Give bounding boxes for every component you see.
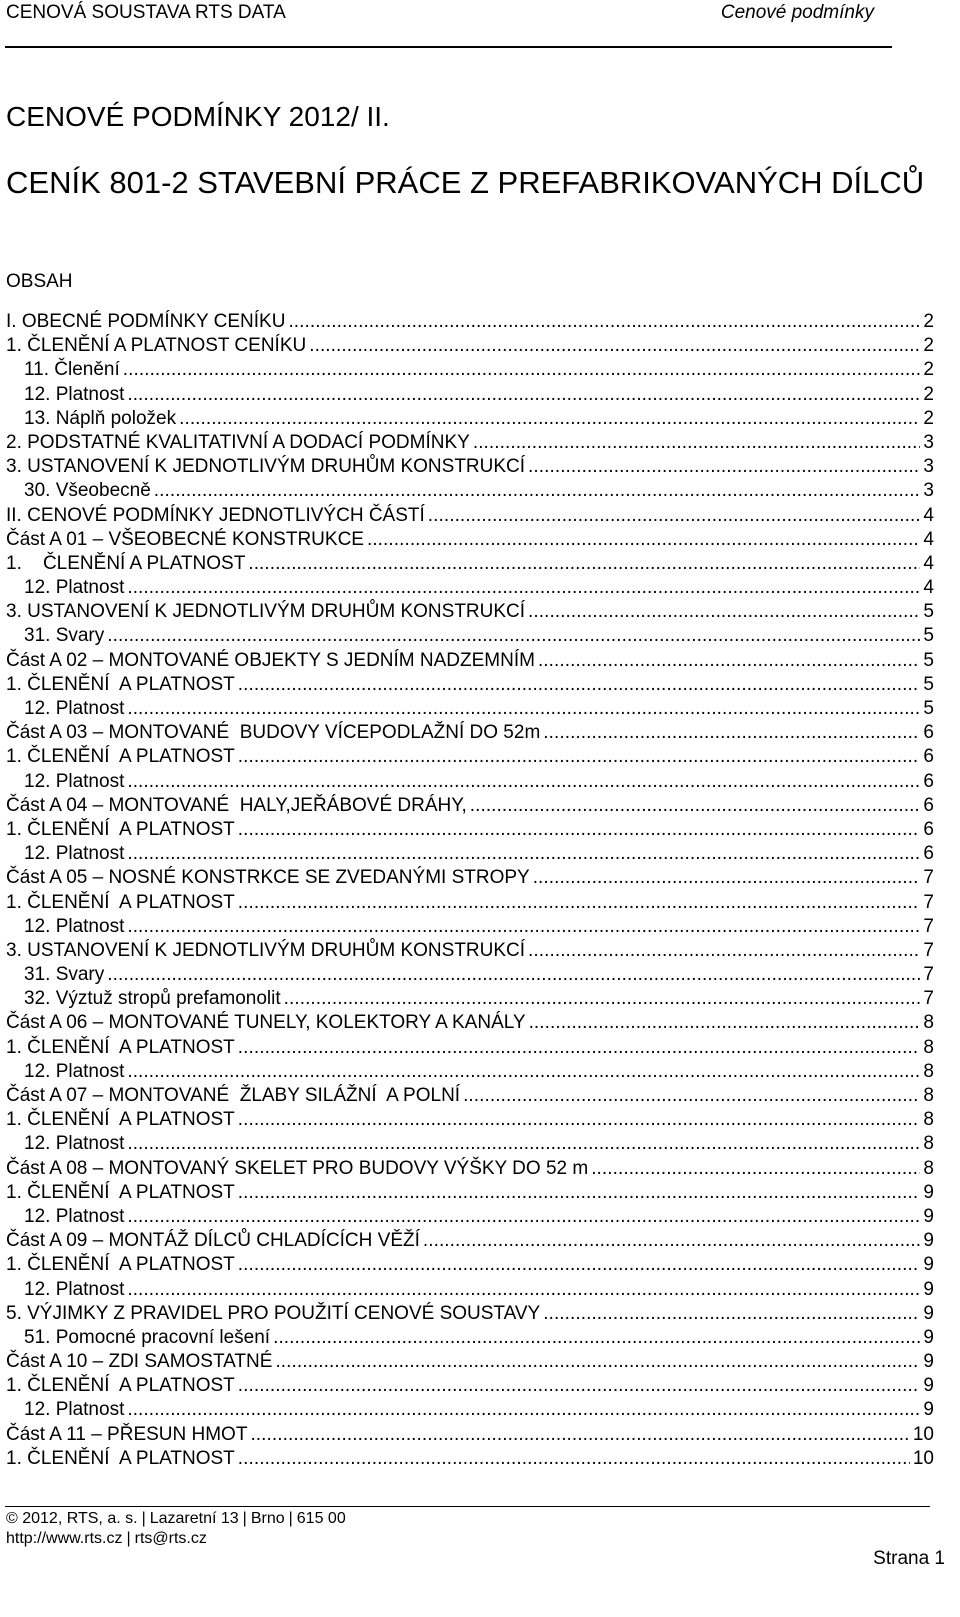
toc-entry-page: 6 [923,746,934,768]
toc-entry-page: 6 [923,818,934,840]
toc-entry-page: 9 [923,1302,934,1324]
toc-entry-label: Část A 10 – ZDI SAMOSTATNÉ [6,1351,273,1373]
toc-entry[interactable] [6,842,934,866]
toc-dot-leader [470,794,921,818]
toc-dot-leader [238,818,921,842]
toc-entry[interactable] [6,310,934,334]
toc-dot-leader [591,1157,920,1181]
toc-dot-leader [533,866,921,890]
toc-dot-leader [127,1132,920,1156]
toc-entry[interactable] [6,1302,934,1326]
toc-dot-leader [107,963,920,987]
toc-dot-leader [309,334,920,358]
footer-address: © 2012, RTS, a. s. | Lazaretní 13 | Brno | 615 00 [6,1510,346,1527]
toc-entry-label: 1. ČLENĚNÍ A PLATNOST [6,1181,235,1203]
toc-entry-page: 4 [923,504,934,526]
footer-email-link[interactable]: rts@rts.cz [134,1530,207,1547]
toc-entry[interactable] [6,334,934,358]
toc-entry[interactable] [6,1036,934,1060]
toc-entry-label: Část A 02 – MONTOVANÉ OBJEKTY S JEDNÍM NADZEMNÍM [6,649,535,671]
footer-city: Brno [250,1510,285,1527]
toc-entry-page: 6 [923,794,934,816]
footer-contact: http://www.rts.cz | rts@rts.cz [6,1530,207,1547]
toc-entry[interactable] [6,649,934,673]
toc-entry-page: 3 [923,456,934,478]
toc-entry-page: 3 [923,480,934,502]
toc-dot-leader [463,1084,920,1108]
toc-entry[interactable] [6,552,934,576]
toc-dot-leader [154,479,921,503]
toc-entry-page: 9 [923,1399,934,1421]
toc-entry-page: 8 [923,1012,934,1034]
toc-entry[interactable] [6,576,934,600]
page-number: Strana 1 [873,1548,945,1569]
toc-entry[interactable] [6,383,934,407]
toc-entry-page: 4 [923,577,934,599]
header-divider [5,46,892,48]
toc-entry-label: Část A 06 – MONTOVANÉ TUNELY, KOLEKTORY A KANÁLY [6,1012,526,1034]
toc-entry[interactable] [6,1326,934,1350]
toc-entry-page: 4 [923,528,934,550]
toc-dot-leader [238,1253,921,1277]
toc-entry-page: 10 [912,1447,934,1469]
toc-entry[interactable] [6,504,934,528]
toc-entry-label: 1. ČLENĚNÍ A PLATNOST CENÍKU [6,335,307,357]
toc-dot-leader [423,1229,921,1253]
toc-entry-page: 9 [923,1181,934,1203]
toc-entry-page: 2 [923,359,934,381]
header-left-text: CENOVÁ SOUSTAVA RTS DATA [6,2,286,23]
table-of-contents [6,310,934,1471]
toc-entry-page: 5 [923,649,934,671]
toc-entry-page: 9 [923,1205,934,1227]
toc-dot-leader [528,939,920,963]
toc-entry-label: 1. ČLENĚNÍ A PLATNOST [6,818,235,840]
footer-web-link[interactable]: http://www.rts.cz [6,1530,123,1547]
toc-entry[interactable] [6,963,934,987]
toc-entry-page: 8 [923,1109,934,1131]
toc-entry[interactable] [6,794,934,818]
toc-entry[interactable] [6,358,934,382]
toc-entry-label: 12. Platnost [24,843,125,865]
toc-entry-label: 1. ČLENĚNÍ A PLATNOST [6,891,235,913]
toc-dot-leader [238,891,921,915]
toc-entry-page: 8 [923,1036,934,1058]
toc-dot-leader [107,624,920,648]
toc-entry[interactable] [6,818,934,842]
toc-entry-page: 7 [923,867,934,889]
toc-entry[interactable] [6,1447,934,1471]
toc-entry-page: 2 [923,383,934,405]
toc-dot-leader [238,1374,921,1398]
toc-entry-label: Část A 03 – MONTOVANÉ BUDOVY VÍCEPODLAŽNÍ DO 52m [6,722,541,744]
toc-dot-leader [248,552,920,576]
toc-entry-label: 1. ČLENĚNÍ A PLATNOST [6,552,246,574]
document-subtitle: CENÍK 801-2 STAVEBNÍ PRÁCE Z PREFABRIKOVANÝCH DÍLCŮ [6,165,925,200]
toc-entry-label: 3. USTANOVENÍ K JEDNOTLIVÝM DRUHŮM KONSTRUKCÍ [6,939,526,961]
toc-entry[interactable] [6,1229,934,1253]
toc-entry-page: 9 [923,1278,934,1300]
toc-entry-page: 5 [923,601,934,623]
toc-entry[interactable] [6,455,934,479]
toc-entry[interactable] [6,939,934,963]
toc-entry-page: 2 [923,407,934,429]
toc-entry-page: 4 [923,552,934,574]
toc-entry-label: 12. Platnost [24,770,125,792]
toc-dot-leader [250,1423,909,1447]
toc-entry[interactable] [6,721,934,745]
toc-dot-leader [284,987,921,1011]
toc-entry-label: 1. ČLENĚNÍ A PLATNOST [6,673,235,695]
toc-dot-leader [127,1060,920,1084]
toc-entry[interactable] [6,770,934,794]
toc-entry-page: 10 [912,1423,934,1445]
toc-entry-page: 6 [923,770,934,792]
toc-entry-label: Část A 05 – NOSNÉ KONSTRKCE SE ZVEDANÝMI STROPY [6,867,530,889]
toc-entry-page: 9 [923,1254,934,1276]
toc-dot-leader [127,842,920,866]
toc-dot-leader [238,745,921,769]
toc-entry-label: 1. ČLENĚNÍ A PLATNOST [6,1109,235,1131]
toc-dot-leader [538,649,920,673]
toc-entry-page: 3 [923,431,934,453]
toc-entry-label: 1. ČLENĚNÍ A PLATNOST [6,746,235,768]
toc-dot-leader [179,407,920,431]
toc-entry[interactable] [6,479,934,503]
toc-entry[interactable] [6,431,934,455]
toc-dot-leader [238,673,921,697]
toc-entry[interactable] [6,987,934,1011]
toc-entry-page: 6 [923,722,934,744]
toc-entry[interactable] [6,624,934,648]
toc-entry[interactable] [6,1157,934,1181]
toc-entry[interactable] [6,1205,934,1229]
toc-entry-label: 31. Svary [24,625,105,647]
toc-entry[interactable] [6,1084,934,1108]
toc-entry[interactable] [6,1060,934,1084]
toc-dot-leader [273,1326,920,1350]
toc-entry-page: 7 [923,964,934,986]
toc-entry-label: Část A 09 – MONTÁŽ DÍLCŮ CHLADÍCÍCH VĚŽÍ [6,1230,420,1252]
toc-dot-leader [123,358,921,382]
toc-dot-leader [127,697,920,721]
toc-entry-label: Část A 11 – PŘESUN HMOT [6,1423,248,1445]
toc-entry[interactable] [6,1374,934,1398]
toc-entry-label: Část A 04 – MONTOVANÉ HALY,JEŘÁBOVÉ DRÁHY, [6,794,467,816]
toc-entry-label: 2. PODSTATNÉ KVALITATIVNÍ A DODACÍ PODMÍNKY [6,431,470,453]
toc-entry-label: 3. USTANOVENÍ K JEDNOTLIVÝM DRUHŮM KONSTRUKCÍ [6,456,526,478]
toc-entry-page: 8 [923,1133,934,1155]
contents-heading: OBSAH [6,271,73,292]
toc-entry[interactable] [6,1398,934,1422]
toc-entry-label: 13. Náplň položek [24,407,177,429]
toc-entry-page: 5 [923,625,934,647]
toc-dot-leader [528,455,920,479]
toc-dot-leader [473,431,921,455]
toc-entry-label: 12. Platnost [24,915,125,937]
toc-entry-label: Část A 01 – VŠEOBECNÉ KONSTRUKCE [6,528,364,550]
toc-entry-page: 5 [923,698,934,719]
toc-entry-page: 7 [923,939,934,961]
toc-dot-leader [288,310,920,334]
toc-entry[interactable] [6,1132,934,1156]
toc-entry[interactable] [6,528,934,552]
toc-entry-page: 9 [923,1375,934,1397]
toc-entry-label: Část A 07 – MONTOVANÉ ŽLABY SILÁŽNÍ A POLNÍ [6,1085,461,1106]
header-right-text: Cenové podmínky [720,2,874,23]
toc-entry-label: 12. Platnost [24,577,125,599]
toc-entry-page: 9 [923,1230,934,1252]
toc-entry-label: 12. Platnost [24,383,125,405]
toc-entry[interactable] [6,673,934,697]
toc-entry-label: 12. Platnost [24,1205,125,1227]
toc-dot-leader [127,576,920,600]
toc-entry-page: 8 [923,1085,934,1106]
toc-entry-label: I. OBECNÉ PODMÍNKY CENÍKU [6,311,286,332]
toc-entry-label: 11. Členění [24,359,120,381]
toc-dot-leader [275,1350,920,1374]
toc-entry-page: 9 [923,1326,934,1348]
toc-entry-page: 7 [923,988,934,1010]
toc-dot-leader [543,721,920,745]
toc-dot-leader [238,1108,921,1132]
toc-entry[interactable] [6,866,934,890]
toc-entry-page: 7 [923,891,934,913]
toc-entry[interactable] [6,1108,934,1132]
footer-divider [5,1506,930,1507]
toc-entry[interactable] [6,1278,934,1302]
toc-entry-label: 12. Platnost [24,1399,125,1421]
toc-dot-leader [127,1205,920,1229]
toc-entry-label: 1. ČLENĚNÍ A PLATNOST [6,1036,235,1058]
toc-dot-leader [127,1278,920,1302]
toc-dot-leader [127,915,920,939]
toc-dot-leader [127,770,920,794]
toc-entry[interactable] [6,1423,934,1447]
toc-entry-label: 30. Všeobecně [24,480,151,502]
toc-entry-label: II. CENOVÉ PODMÍNKY JEDNOTLIVÝCH ČÁSTÍ [6,504,425,526]
toc-entry-label: 12. Platnost [24,1133,125,1155]
footer-copyright: © 2012, RTS, a. s. [6,1510,138,1527]
toc-entry-page: 6 [923,843,934,865]
toc-entry[interactable] [6,1181,934,1205]
toc-entry[interactable] [6,407,934,431]
toc-entry-page: 2 [923,311,934,332]
toc-entry-label: 5. VÝJIMKY Z PRAVIDEL PRO POUŽITÍ CENOVÉ SOUSTAVY [6,1302,541,1324]
toc-entry[interactable] [6,745,934,769]
toc-entry-label: 1. ČLENĚNÍ A PLATNOST [6,1447,235,1469]
document-title: CENOVÉ PODMÍNKY 2012/ II. [6,101,390,132]
toc-entry-page: 8 [923,1157,934,1179]
toc-dot-leader [127,1398,920,1422]
toc-dot-leader [238,1036,921,1060]
footer-zip: 615 00 [296,1510,346,1527]
toc-entry[interactable] [6,697,934,721]
toc-entry-label: 3. USTANOVENÍ K JEDNOTLIVÝM DRUHŮM KONSTRUKCÍ [6,601,526,623]
toc-dot-leader [529,1011,921,1035]
toc-dot-leader [543,1302,920,1326]
toc-entry[interactable] [6,891,934,915]
toc-entry-page: 7 [923,915,934,937]
toc-dot-leader [238,1447,910,1471]
footer-street: Lazaretní 13 [149,1510,239,1527]
toc-entry-label: 1. ČLENĚNÍ A PLATNOST [6,1375,235,1397]
toc-dot-leader [238,1181,921,1205]
toc-entry-page: 5 [923,673,934,695]
toc-entry-label: 12. Platnost [24,1278,125,1300]
toc-entry[interactable] [6,1011,934,1035]
toc-entry-label: Část A 08 – MONTOVANÝ SKELET PRO BUDOVY VÝŠKY DO 52 m [6,1157,589,1179]
toc-entry[interactable] [6,1253,934,1277]
toc-dot-leader [367,528,920,552]
toc-entry-label: 51. Pomocné pracovní lešení [24,1326,271,1348]
toc-entry-label: 32. Výztuž stropů prefamonolit [24,988,281,1010]
toc-entry[interactable] [6,600,934,624]
toc-entry[interactable] [6,1350,934,1374]
toc-entry-label: 31. Svary [24,964,105,986]
toc-entry-label: 12. Platnost [24,1060,125,1082]
toc-entry-label: 1. ČLENĚNÍ A PLATNOST [6,1254,235,1276]
toc-dot-leader [428,504,921,528]
toc-entry-page: 9 [923,1351,934,1373]
toc-dot-leader [528,600,920,624]
toc-entry-page: 2 [923,335,934,357]
toc-entry[interactable] [6,915,934,939]
toc-entry-label: 12. Platnost [24,698,125,719]
toc-entry-page: 8 [923,1060,934,1082]
toc-dot-leader [127,383,920,407]
